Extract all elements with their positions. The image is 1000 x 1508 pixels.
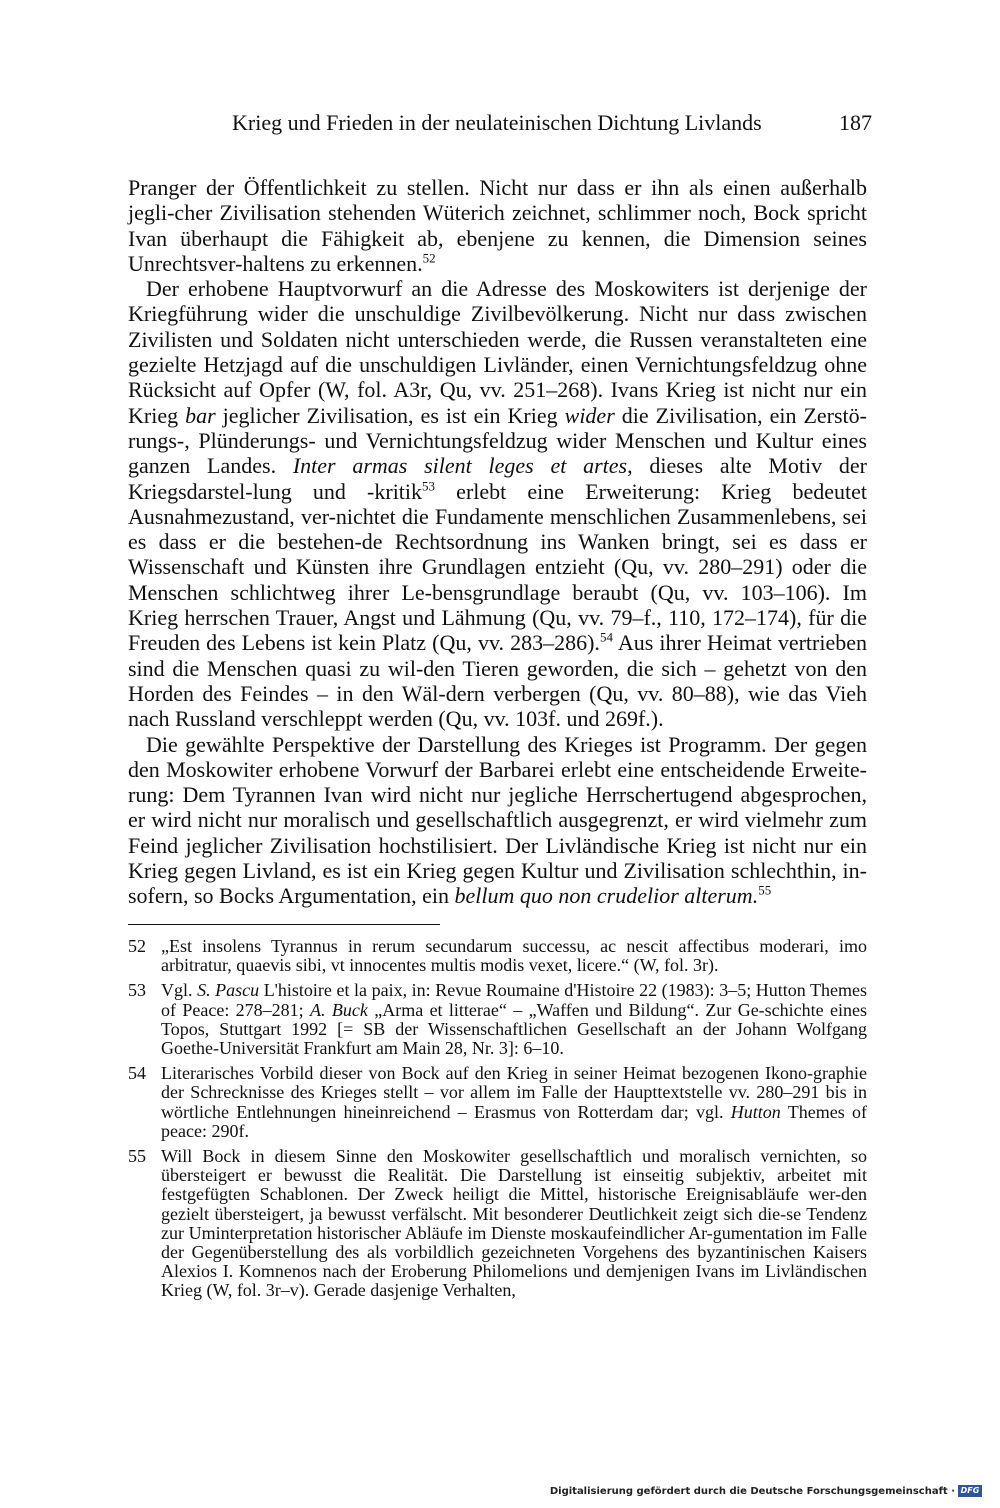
footnote-text: Themes of peace: 290f. <box>161 1101 867 1141</box>
italic-text: bar <box>185 402 216 428</box>
running-title: Krieg und Frieden in der neulateinischen Dichtung Livlands <box>232 110 762 135</box>
footnote-number: 54 <box>128 1063 146 1084</box>
footnote-ref-55[interactable]: 55 <box>758 882 772 898</box>
footnote-divider <box>128 924 440 925</box>
footnote-52 <box>128 937 867 975</box>
text-run: Pranger der Öffentlichkeit zu stellen. Nicht nur dass er ihn als einen außerhalb jegli-cher Zivilisation stehenden Wüterich zeichnet, schlimmer noch, Bock spricht Ivan überhaupt die Fähigkeit ab, ebenjene zu kennen, die Dimension seines Unrechtsver-haltens zu erkennen. <box>128 175 867 276</box>
italic-text: bellum quo non crudelior alterum. <box>454 883 759 909</box>
italic-text: A. Buck <box>310 999 368 1020</box>
italic-text: Hutton <box>730 1101 781 1122</box>
credit-text: Digitalisierung gefördert durch die Deutsche Forschungsgemeinschaft · <box>549 1485 955 1497</box>
paragraph-1 <box>128 175 867 276</box>
italic-text: S. Pascu <box>197 980 260 1001</box>
footnote-ref-54[interactable]: 54 <box>599 630 613 646</box>
running-head <box>232 106 872 140</box>
footnotes <box>128 937 867 1307</box>
footnote-number: 53 <box>128 980 146 1001</box>
footnote-54 <box>128 1064 867 1141</box>
page-number: 187 <box>839 110 872 135</box>
footnote-text: Vgl. <box>161 980 198 1001</box>
paragraph-3 <box>128 732 867 909</box>
digitization-credit <box>550 1485 982 1497</box>
italic-text: wider <box>564 402 615 428</box>
text-run: Aus ihrer Heimat vertrieben sind die Menschen quasi zu wil-den Tieren geworden, die sich – gehetzt von den Horden des Feindes – in den Wäl-dern verbergen (Qu, vv. 80–88), wie das Vieh nach Russland verschleppt werden (Qu, vv. 103f. und 269f.). <box>128 630 867 732</box>
footnote-53 <box>128 981 867 1058</box>
text-run: Der erhobene Hauptvorwurf an die Adresse des Moskowiters ist derjenige der Kriegführung wider die unschuldige Zivilbevölkerung. Nicht nur dass zwischen Zivilisten und Soldaten nicht unterschieden werde, die Russen veranstalteten eine gezielte Hetzjagd auf die unschuldigen Livländer, einen Vernichtungsfeldzug ohne Rücksicht auf Opfer (W, fol. A3r, Qu, vv. 251–268). Ivans Krieg ist nicht nur ein Krieg <box>128 276 867 428</box>
dfg-logo-icon: DFG <box>958 1485 982 1497</box>
footnote-text: L'histoire et la paix, in: Revue Roumaine d'Histoire 22 (1983): 3–5; Hutton Themes of Peace: 278–281; <box>161 980 867 1020</box>
text-run: erlebt eine Erweiterung: Krieg bedeutet Ausnahmezustand, ver-nichtet die Fundamente menschlichen Zusammenlebens, sei es dass er die bestehen-de Rechtsordnung ins Wanken bringt, sei es dass er Wissenschaft und Künsten ihre Grundlagen entzieht (Qu, vv. 280–291) oder die Menschen schlichtweg ihrer Le-bensgrundlage beraubt (Qu, vv. 103–106). Im Krieg herrschen Trauer, Angst und Lähmung (Qu, vv. 79–f., 110, 172–174), für die Freuden des Lebens ist kein Platz (Qu, vv. 283–286). <box>128 478 867 656</box>
footnote-text: „Arma et litterae“ – „Waffen und Bildung“. Zur Ge-schichte eines Topos, Stuttgart 1992 [= SB der Wissenschaftlichen Gesellschaft an der Johann Wolfgang Goethe-Universität Frankfurt am Main 28, Nr. 3]: 6–10. <box>161 999 867 1059</box>
italic-text: Inter armas silent leges et artes <box>292 453 628 479</box>
text-run: die Zivilisation, ein Zerstö-rungs-, Plünderungs- und Vernichtungsfeldzug wider Menschen und Kultur eines ganzen Landes. <box>128 402 867 479</box>
main-text <box>128 175 867 909</box>
footnote-ref-52[interactable]: 52 <box>422 250 436 266</box>
footnote-number: 55 <box>128 1146 146 1167</box>
footnote-number: 52 <box>128 936 146 956</box>
paragraph-2 <box>128 276 867 731</box>
footnote-55 <box>128 1147 867 1301</box>
text-run: jeglicher Zivilisation, es ist ein Krieg <box>215 402 565 428</box>
footnote-text: Literarisches Vorbild dieser von Bock auf den Krieg in seiner Heimat bezogenen Ikono-graphie der Schrecknisse des Krieges stellt – vor allem im Falle der Haupttextstelle vv. 280–291 bis in wörtliche Entlehnungen hineinreichend – Erasmus von Rotterdam dar; vgl. <box>161 1063 867 1122</box>
text-run: Die gewählte Perspektive der Darstellung des Krieges ist Programm. Der gegen den Moskowiter erhobene Vorwurf der Barbarei erlebt eine entscheidende Erweite-rung: Dem Tyrannen Ivan wird nicht nur jegliche Herrschertugend abgesprochen, er wird nicht nur moralisch und gesellschaftlich ausgegrenzt, er wird vielmehr zum Feind jeglicher Zivilisation hochstilisiert. Der Livländische Krieg ist nicht nur ein Krieg gegen Livland, es ist ein Krieg gegen Kultur und Zivilisation schlechthin, in-sofern, so Bocks Argumentation, ein <box>128 731 867 909</box>
footnote-text: Will Bock in diesem Sinne den Moskowiter gesellschaftlich und moralisch vernichten, so übersteigert er bewusst die Realität. Die Darstellung ist einseitig subjektiv, arbeitet mit festgefügten Schablonen. Der Zweck heiligt die Mittel, historische Ereignisabläufe wer-den gezielt übersteigert, ja bewusst verfälscht. Mit besonderer Deutlichkeit zeigt sich die-se Tendenz zur Uminterpretation historischer Abläufe im Dienste moskaufeindlicher Ar-gumentation im Falle der Gegenüberstellung des als vorbildlich gezeichneten Vorgehens des byzantinischen Kaisers Alexios I. Komnenos nach der Eroberung Philomelions und demjenigen Ivans im Livländischen Krieg (W, fol. 3r–v). Gerade dasjenige Verhalten, <box>161 1146 867 1301</box>
text-run: , dieses alte Motiv der Kriegsdarstel-lung und -kritik <box>128 453 867 504</box>
footnote-ref-53[interactable]: 53 <box>422 478 436 494</box>
footnote-text: „Est insolens Tyrannus in rerum secundarum successu, ac nescit affectibus moderari, imo arbitratur, quaevis sibi, vt innocentes multis modis vexet, licere.“ (W, fol. 3r). <box>161 936 867 976</box>
